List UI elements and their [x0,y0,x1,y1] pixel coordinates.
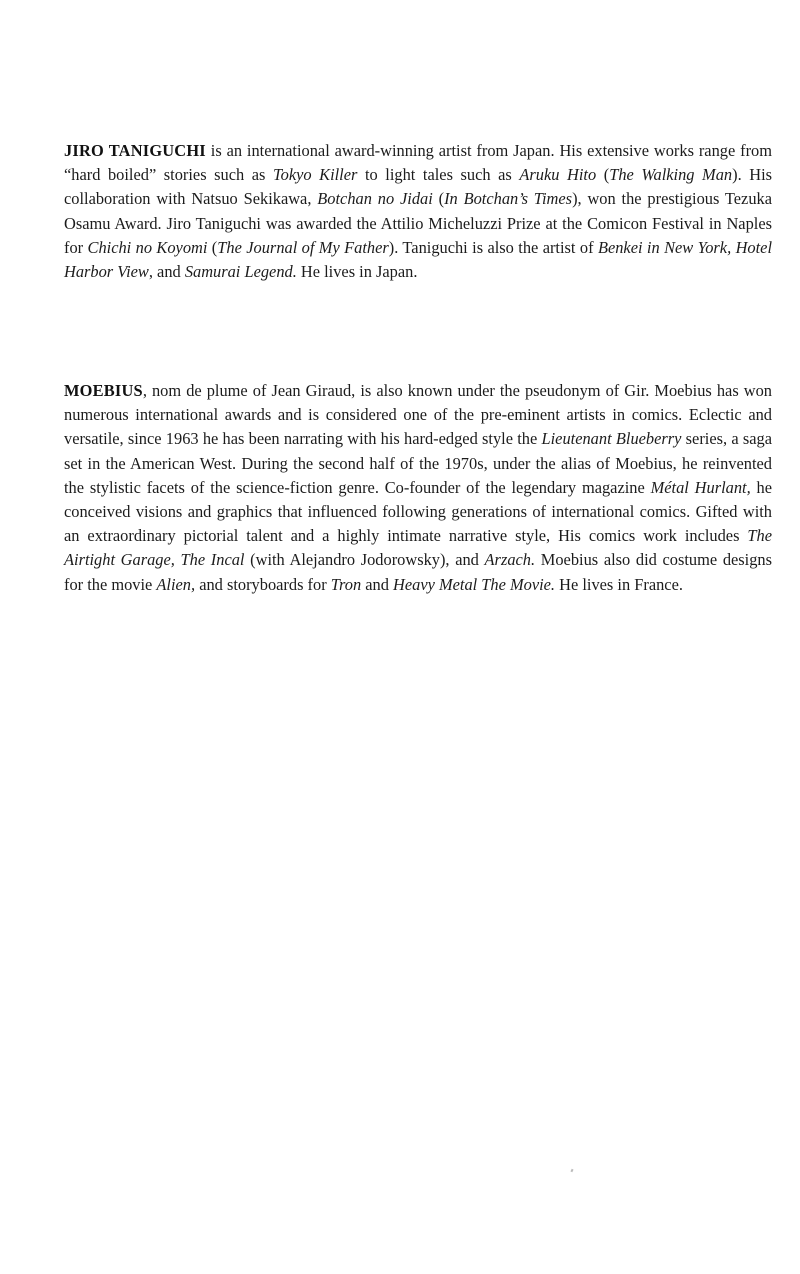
bio-text: ( [596,165,610,185]
bio-text: ( [432,189,445,209]
work-title: In Botchan’s Times [444,189,573,209]
taniguchi-bio-paragraph [64,139,772,284]
bio-text: to light tales such as [357,165,520,185]
moebius-bio-paragraph [64,379,772,597]
moebius-name: MOEBIUS [64,381,143,400]
work-title: Arzach. [484,550,536,570]
work-title: Tron [330,574,362,594]
bio-text: and storyboards for [195,574,331,594]
bio-text: (with Alejandro Jodorowsky), and [244,550,485,570]
work-title: The Airtight Garage, The Incal [64,526,772,570]
work-title: Benkei in New York, Hotel Harbor View [64,237,772,282]
work-title: Chichi no Koyomi [87,237,208,257]
bio-text: He lives in France. [555,574,683,594]
work-title: Métal Hurlant, [650,477,751,497]
work-title: Alien, [156,574,196,594]
bio-text: ( [207,237,218,257]
work-title: Samurai Legend. [184,262,297,282]
bio-text: ). Taniguchi is also the artist of [388,237,598,257]
bio-text: , and [148,262,185,282]
work-title: Aruku Hito [519,165,597,185]
bio-text: ), won the prestigious Tezuka Osamu Award. Jiro Taniguchi was awarded the Attilio Micheluzzi Prize at the Comicon Festival in Naples for [64,189,772,257]
work-title: The Journal of My Father [217,237,389,257]
bio-text: He lives in Japan. [296,262,418,282]
bio-text: is an international award-winning artist from Japan. His extensive works range from “hard boiled” stories such as [64,141,772,185]
taniguchi-name: JIRO TANIGUCHI [64,141,206,160]
bio-text: he conceived visions and graphics that influenced following generations of international comics. Gifted with an extraordinary pictorial talent and a highly intimate narrative style, His comics work includes [64,477,772,546]
paper-speck [570,1169,573,1173]
work-title: Tokyo Killer [273,165,358,185]
bio-text: , nom de plume of Jean Giraud, is also known under the pseudonym of Gir. Moebius has won numerous international awards and is considered one of the pre-eminent artists in comics. Eclectic and versatile, since 1963 he has been narrating with his hard-edged style the [64,381,772,449]
work-title: Lieutenant Blueberry [541,429,682,449]
work-title: Heavy Metal The Movie. [393,574,556,594]
bio-text: series, a saga set in the American West. During the second half of the 1970s, under the alias of Moebius, he reinvented the stylistic facets of the science-fiction genre. Co-founder of the legendary magazine [64,429,772,497]
work-title: Botchan no Jidai [317,189,433,209]
bio-text: and [361,574,394,594]
bio-text: ). His collaboration with Natsuo Sekikawa, [64,165,773,209]
work-title: The Walking Man [609,165,733,185]
bio-text: Moebius also did costume designs for the movie [64,550,772,594]
